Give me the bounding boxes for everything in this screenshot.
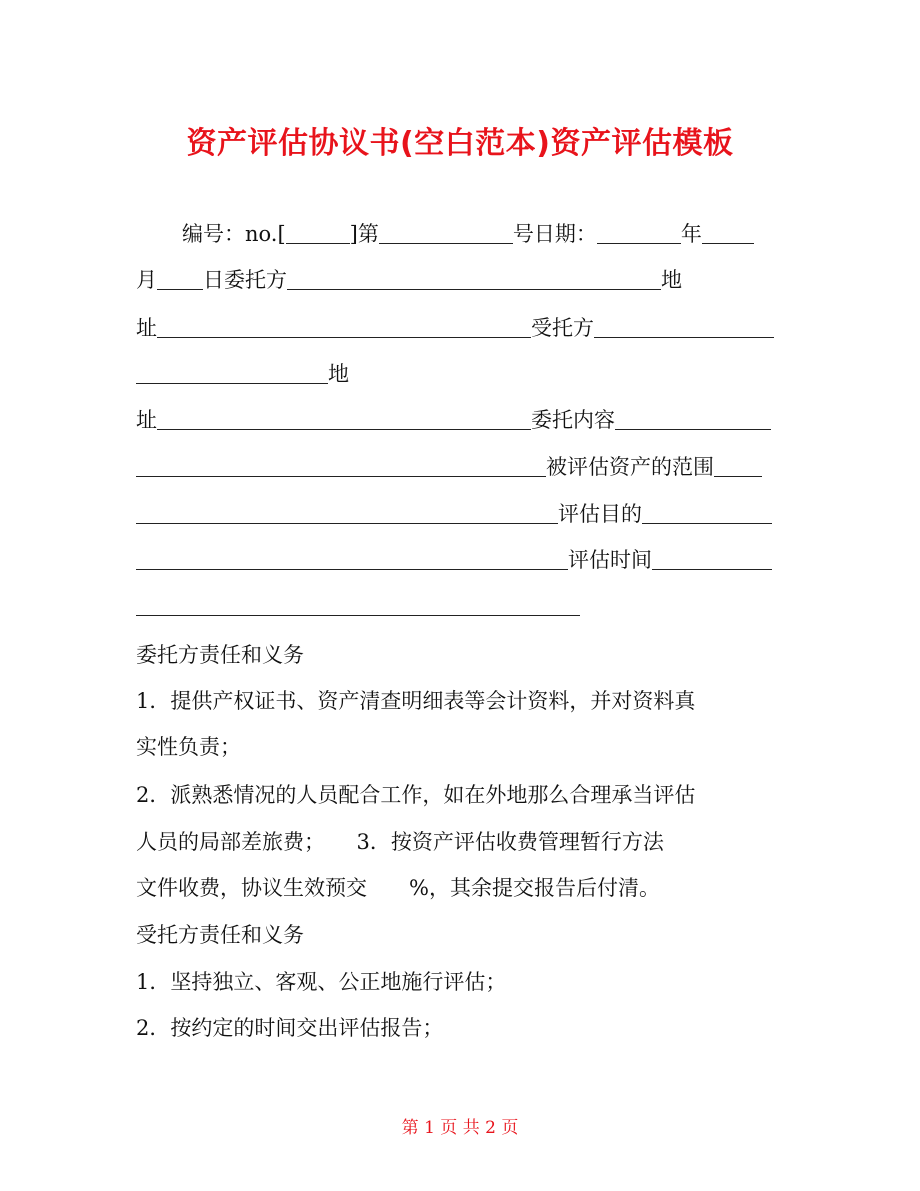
trustee-label: 受托方 — [531, 316, 594, 340]
number-blank — [286, 223, 350, 244]
client-address-label-start: 地 — [661, 268, 682, 292]
month-label: 月 — [136, 268, 157, 292]
number-label: 编号：no.[ — [182, 222, 286, 246]
trustee-address-blank — [157, 409, 531, 430]
content-label: 委托内容 — [531, 408, 615, 432]
trustee-section-heading: 受托方责任和义务 — [136, 923, 304, 947]
form-line-content — [136, 406, 771, 434]
trustee-address-label-end: 址 — [136, 408, 157, 432]
time-blank-cont — [136, 595, 580, 616]
client-item-2-line-2: 人员的局部差旅费； 3．按资产评估收费管理暂行方法 — [136, 830, 664, 854]
scope-label: 被评估资产的范围 — [546, 455, 714, 479]
form-line-time-cont — [136, 592, 580, 620]
form-line-number-date — [182, 220, 754, 248]
purpose-blank-cont — [136, 549, 568, 570]
time-label: 评估时间 — [568, 548, 652, 572]
client-item-1-line-2: 实性负责； — [136, 735, 241, 759]
purpose-label: 评估目的 — [558, 502, 642, 526]
client-label: 日委托方 — [203, 268, 287, 292]
content-blank — [615, 409, 771, 430]
trustee-blank-cont — [136, 363, 328, 384]
content-blank-cont — [136, 456, 546, 477]
number-close-label: ]第 — [349, 222, 379, 246]
document-title: 资产评估协议书(空白范本)资产评估模板 — [186, 126, 734, 161]
date-label: 号日期： — [512, 222, 597, 246]
client-address-blank — [157, 317, 531, 338]
form-line-purpose — [136, 500, 772, 528]
purpose-blank — [642, 503, 772, 524]
scope-blank — [714, 456, 762, 477]
trustee-item-2: 2．按约定的时间交出评估报告； — [136, 1016, 444, 1040]
client-item-1-line-1: 1．提供产权证书、资产清查明细表等会计资料，并对资料真 — [136, 689, 696, 713]
month-blank — [702, 223, 754, 244]
day-blank — [157, 269, 203, 290]
form-line-time — [136, 546, 772, 574]
client-address-label-end: 址 — [136, 316, 157, 340]
scope-blank-cont — [136, 503, 558, 524]
client-item-3-line-2: 文件收费，协议生效预交 %，其余提交报告后付清。 — [136, 876, 660, 900]
page-number-footer: 第 1 页 共 2 页 — [401, 1118, 519, 1138]
form-line-trustee-cont — [136, 360, 349, 388]
year-blank — [597, 223, 681, 244]
number-field-blank — [379, 223, 513, 244]
form-line-trustee — [136, 314, 774, 342]
time-blank — [652, 549, 772, 570]
trustee-item-1: 1．坚持独立、客观、公正地施行评估； — [136, 970, 507, 994]
form-line-client — [136, 266, 682, 294]
year-label: 年 — [680, 222, 702, 246]
trustee-blank — [594, 317, 774, 338]
client-blank — [287, 269, 661, 290]
trustee-address-label-start: 地 — [328, 362, 349, 386]
form-line-scope — [136, 453, 762, 481]
client-item-2-line-1: 2．派熟悉情况的人员配合工作，如在外地那么合理承当评估 — [136, 783, 696, 807]
client-section-heading: 委托方责任和义务 — [136, 643, 304, 667]
